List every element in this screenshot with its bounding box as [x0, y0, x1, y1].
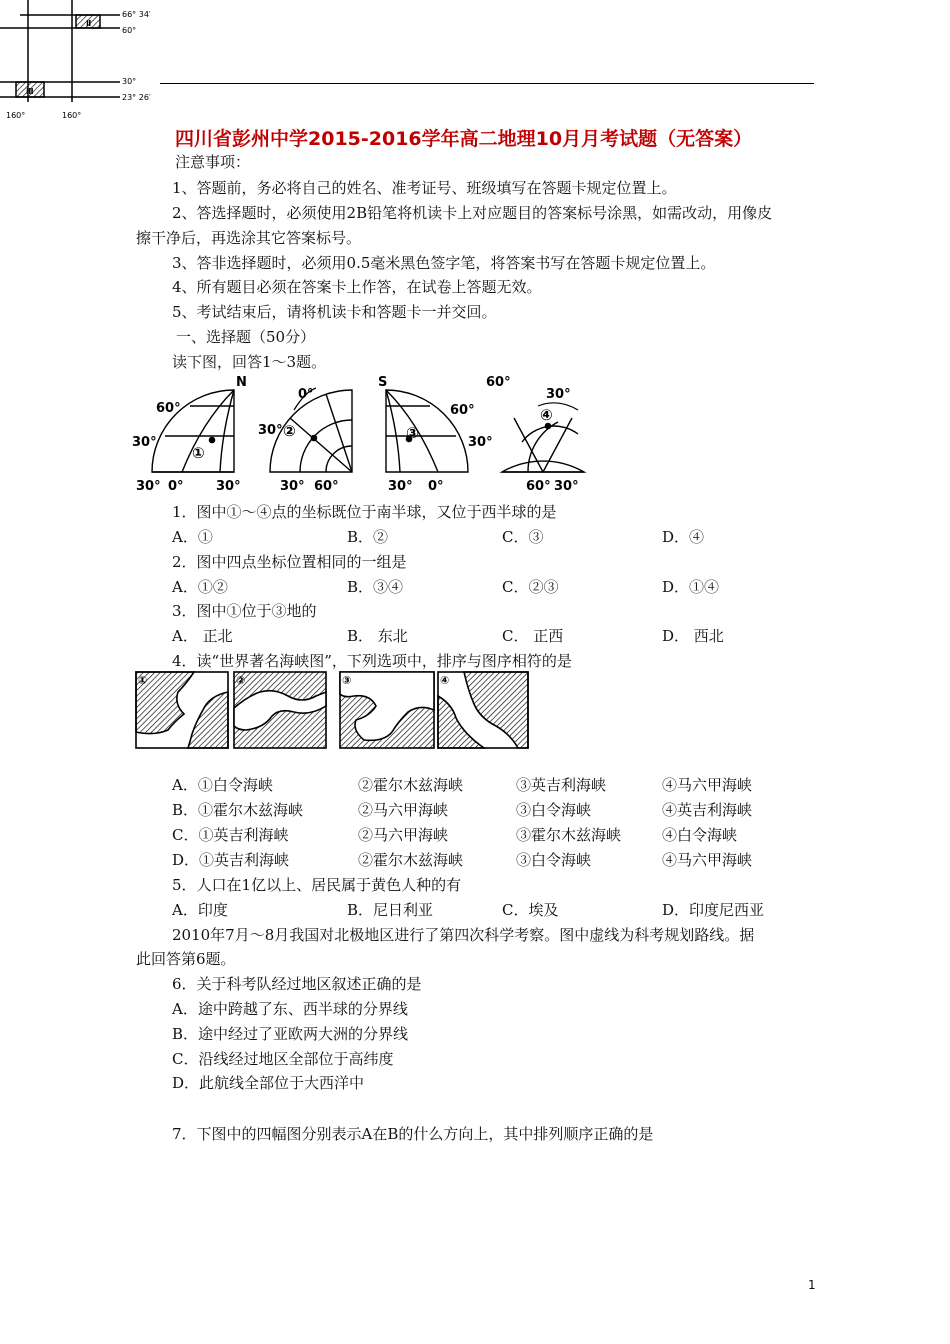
q1-option-a: A．① — [172, 528, 213, 546]
q6-option-d: D．此航线全部位于大西洋中 — [172, 1074, 365, 1092]
intro-6-line1: 2010年7月～8月我国对北极地区进行了第四次科学考察。图中虚线为科考规划路线。据 — [172, 926, 755, 944]
strait-maps — [134, 670, 530, 750]
q4-row-a-4: ④马六甲海峡 — [662, 776, 753, 794]
q1-option-b: B．② — [347, 528, 389, 546]
q4-row-b-4: ④英吉利海峡 — [662, 801, 753, 819]
map2-label: ② — [236, 674, 246, 687]
q4-row-b-1: B．①霍尔木兹海峡 — [172, 801, 304, 819]
fig4-lon-60: 60° — [526, 479, 551, 494]
globe-figures — [130, 372, 590, 494]
q4-row-a-1: A．①白令海峡 — [172, 776, 273, 794]
map3-label: ③ — [342, 674, 352, 687]
fig4-point: ④ — [540, 406, 553, 424]
fig2-lat-30: 30° — [258, 423, 283, 438]
q4-row-b-3: ③白令海峡 — [516, 801, 592, 819]
fig1-lon-30e: 30° — [216, 479, 241, 494]
q4-row-a-2: ②霍尔木兹海峡 — [358, 776, 464, 794]
q5-option-a: A．印度 — [172, 901, 228, 919]
q4-stem: 4．读“世界著名海峡图”，下列选项中，排序与图序相符的是 — [172, 652, 572, 670]
page-title: 四川省彭州中学2015-2016学年高二地理10月月考试题（无答案） — [175, 128, 753, 150]
corner-label-60: 60° — [122, 26, 137, 35]
notice-item-3: 3、答非选择题时，必须用0.5毫米黑色签字笔，将答案书写在答题卡规定位置上。 — [172, 254, 716, 272]
map4-label: ④ — [440, 674, 450, 687]
notice-item-2: 2、答选择题时，必须使用2B铅笔将机读卡上对应题目的答案标号涂黑，如需改动，用像皮 — [172, 204, 773, 222]
box-label-3: Ⅲ — [26, 87, 34, 96]
fig3-point: ③ — [406, 424, 419, 442]
q1-option-c: C．③ — [502, 528, 544, 546]
notice-heading: 注意事项： — [175, 153, 251, 171]
q4-row-c-1: C．①英吉利海峡 — [172, 826, 289, 844]
q4-row-d-1: D．①英吉利海峡 — [172, 851, 290, 869]
fig1-lon-0: 0° — [168, 479, 184, 494]
box-label-2: Ⅱ — [86, 19, 92, 28]
q3-option-c: C． 正西 — [502, 627, 564, 645]
q2-option-d: D．①④ — [662, 578, 720, 596]
section-heading: 一、选择题（50分） — [176, 328, 316, 346]
fig4-lon-30-top: 30° — [546, 387, 571, 402]
notice-item-4: 4、所有题目必须在答案卡上作答，在试卷上答题无效。 — [172, 278, 542, 296]
intro-6-line2: 此回答第6题。 — [136, 950, 236, 968]
fig3-lat-60: 60° — [450, 403, 475, 418]
fig2-lon-30: 30° — [280, 479, 305, 494]
q3-option-b: B． 东北 — [347, 627, 408, 645]
q3-option-d: D． 西北 — [662, 627, 724, 645]
q5-option-b: B．尼日利亚 — [347, 901, 434, 919]
q5-stem: 5．人口在1亿以上、居民属于黄色人种的有 — [172, 876, 462, 894]
fig1-lon-30w: 30° — [136, 479, 161, 494]
q4-row-d-2: ②霍尔木兹海峡 — [358, 851, 464, 869]
q4-row-d-3: ③白令海峡 — [516, 851, 592, 869]
fig2-lon-60: 60° — [314, 479, 339, 494]
fig1-point: ① — [192, 444, 205, 462]
q1-option-d: D．④ — [662, 528, 705, 546]
q2-option-a: A．①② — [172, 578, 228, 596]
fig1-lat-30: 30° — [132, 435, 157, 450]
q4-row-c-4: ④白令海峡 — [662, 826, 738, 844]
notice-item-5: 5、考试结束后，请将机读卡和答题卡一并交回。 — [172, 303, 497, 321]
q4-row-c-2: ②马六甲海峡 — [358, 826, 449, 844]
fig1-lat-60: 60° — [156, 401, 181, 416]
fig4-lon-30-bottom: 30° — [554, 479, 579, 494]
corner-grid-figure — [0, 0, 160, 122]
fig3-lon-30: 30° — [388, 479, 413, 494]
page-number: 1 — [808, 1278, 816, 1292]
corner-label-lon2: 160° — [62, 111, 82, 120]
q4-row-d-4: ④马六甲海峡 — [662, 851, 753, 869]
fig2-lon-0: 0° — [298, 387, 314, 402]
q6-option-a: A．途中跨越了东、西半球的分界线 — [172, 1000, 408, 1018]
q4-row-a-3: ③英吉利海峡 — [516, 776, 607, 794]
fig2-point: ② — [283, 422, 296, 440]
fig3-lat-30: 30° — [468, 435, 493, 450]
q2-option-c: C．②③ — [502, 578, 559, 596]
notice-item-1: 1、答题前，务必将自己的姓名、准考证号、班级填写在答题卡规定位置上。 — [172, 179, 677, 197]
corner-label-lon1: 160° — [6, 111, 26, 120]
header-rule — [160, 83, 814, 84]
q4-row-c-3: ③霍尔木兹海峡 — [516, 826, 622, 844]
fig4-lat-60: 60° — [486, 375, 511, 390]
corner-label-66: 66° 34′ — [122, 10, 151, 19]
q5-option-d: D．印度尼西亚 — [662, 901, 765, 919]
q5-option-c: C．埃及 — [502, 901, 559, 919]
q6-stem: 6．关于科考队经过地区叙述正确的是 — [172, 975, 422, 993]
fig3-lon-0: 0° — [428, 479, 444, 494]
q6-option-c: C．沿线经过地区全部位于高纬度 — [172, 1050, 394, 1068]
q4-row-b-2: ②马六甲海峡 — [358, 801, 449, 819]
q3-stem: 3．图中①位于③地的 — [172, 602, 317, 620]
corner-label-30: 30° — [122, 77, 137, 86]
q1-stem: 1．图中①～④点的坐标既位于南半球，又位于西半球的是 — [172, 503, 557, 521]
q2-stem: 2．图中四点坐标位置相同的一组是 — [172, 553, 407, 571]
q2-option-b: B．③④ — [347, 578, 404, 596]
fig3-pole-label: S — [378, 375, 388, 390]
intro-1-3: 读下图，回答1～3题。 — [172, 353, 327, 371]
q7-stem: 7．下图中的四幅图分别表示A在B的什么方向上，其中排列顺序正确的是 — [172, 1125, 654, 1143]
q3-option-a: A． 正北 — [172, 627, 233, 645]
notice-item-2-cont: 擦干净后，再选涂其它答案标号。 — [136, 229, 362, 247]
corner-label-23: 23° 26′ — [122, 93, 151, 102]
map1-label: ① — [138, 674, 148, 687]
fig1-pole-label: N — [236, 375, 247, 390]
q6-option-b: B．途中经过了亚欧两大洲的分界线 — [172, 1025, 409, 1043]
